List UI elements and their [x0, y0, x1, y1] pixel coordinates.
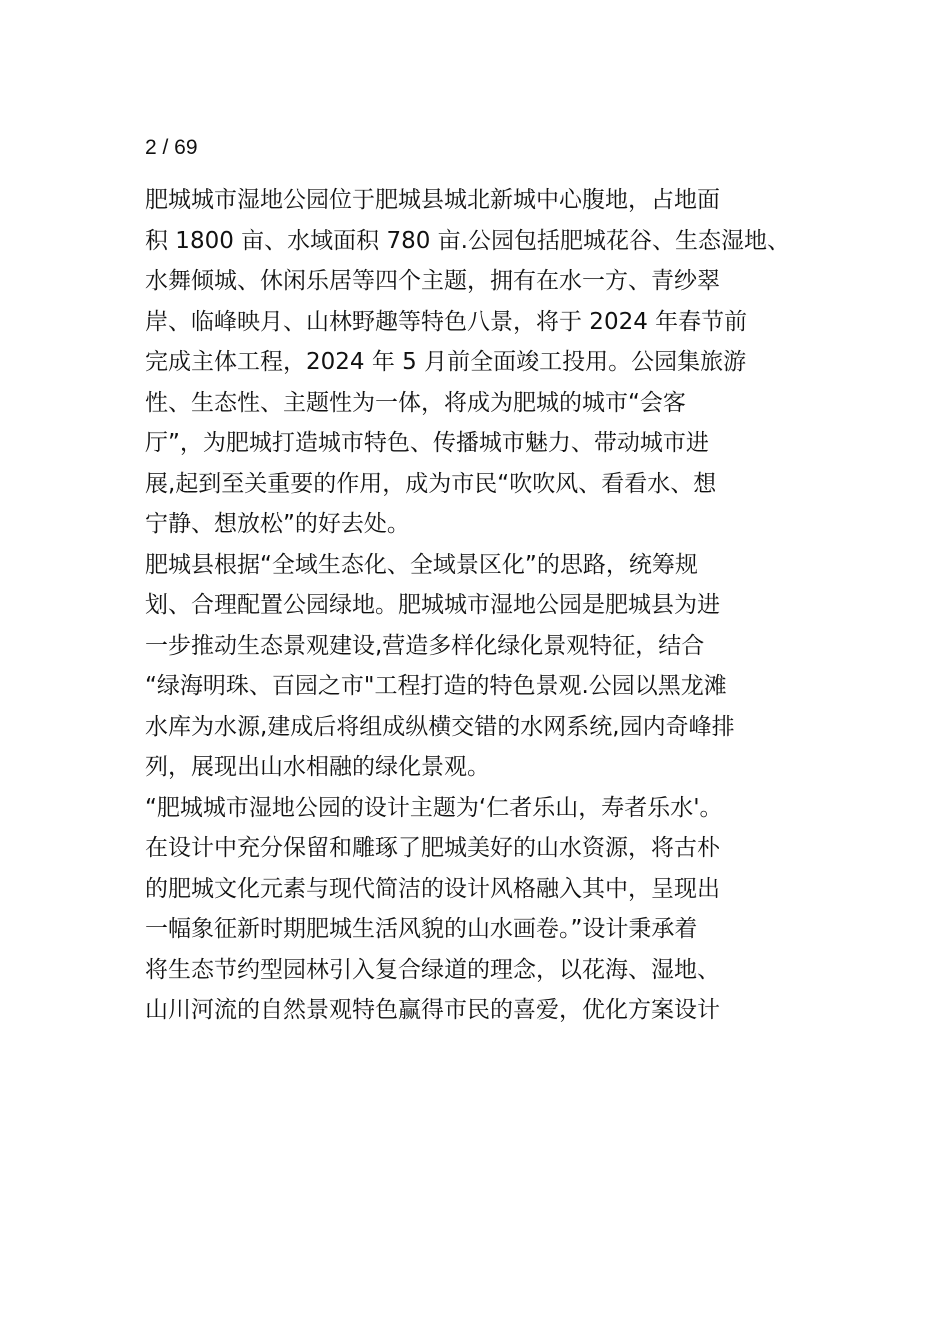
body-text — [145, 180, 835, 1031]
text-line: 一幅象征新时期肥城生活风貌的山水画卷。”设计秉承着 — [145, 916, 698, 942]
text-line: 列，展现出山水相融的绿化景观。 — [145, 754, 490, 780]
text-line: 岸、临峰映月、山林野趣等特色八景，将于 2024 年春节前 — [145, 308, 748, 335]
text-line: 肥城城市湿地公园位于肥城县城北新城中心腹地，占地面 — [145, 187, 720, 213]
text-line: 积 1800 亩、水域面积 780 亩.公园包括肥城花谷、生态湿地、 — [145, 227, 790, 254]
text-line: 完成主体工程，2024 年 5 月前全面竣工投用。公园集旅游 — [145, 349, 747, 375]
text-line: 山川河流的自然景观特色赢得市民的喜爱，优化方案设计 — [145, 997, 720, 1023]
text-line: 划、合理配置公园绿地。肥城城市湿地公园是肥城县为进 — [145, 592, 720, 618]
text-line: 水库为水源,建成后将组成纵横交错的水网系统,园内奇峰排 — [145, 713, 735, 740]
text-line: 宁静、想放松”的好去处。 — [145, 511, 410, 537]
text-line: “绿海明珠、百园之市"工程打造的特色景观.公园以黑龙滩 — [145, 673, 727, 699]
text-line: 将生态节约型园林引入复合绿道的理念，以花海、湿地、 — [145, 956, 720, 983]
text-line: 一步推动生态景观建设,营造多样化绿化景观特征，结合 — [145, 632, 705, 659]
text-line: “肥城城市湿地公园的设计主题为‘仁者乐山，寿者乐水'。 — [145, 794, 723, 821]
text-line: 在设计中充分保留和雕琢了肥城美好的山水资源，将古朴 — [145, 835, 720, 861]
text-line: 展,起到至关重要的作用，成为市民“吹吹风、看看水、想 — [145, 470, 717, 497]
text-line: 肥城县根据“全域生态化、全域景区化”的思路，统筹规 — [145, 551, 698, 578]
text-line: 厅”，为肥城打造城市特色、传播城市魅力、带动城市进 — [145, 430, 709, 456]
text-line: 性、生态性、主题性为一体，将成为肥城的城市“会客 — [145, 389, 686, 416]
text-line: 水舞倾城、休闲乐居等四个主题，拥有在水一方、青纱翠 — [145, 268, 720, 294]
text-line: 的肥城文化元素与现代简洁的设计风格融入其中，呈现出 — [145, 875, 720, 902]
page-number: 2 / 69 — [145, 136, 198, 159]
